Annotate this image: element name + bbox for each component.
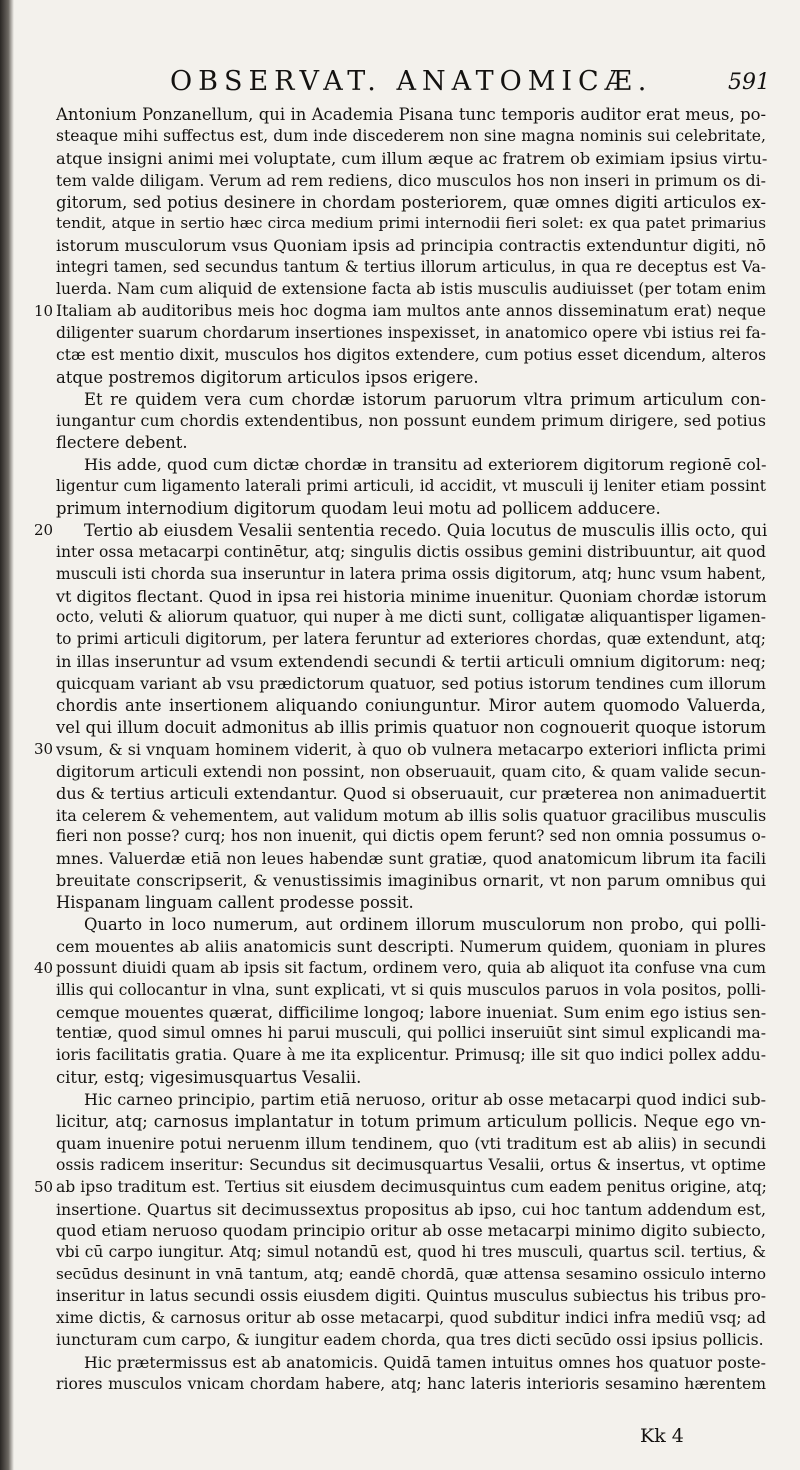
text-line <box>56 980 766 1002</box>
line-text: iuncturam cum carpo, & iungitur eadem chorda, qua tres dicti secūdo ossi ipsius pollicis. <box>56 1330 764 1349</box>
line-text: vt digitos flectant. Quod in ipsa rei historia minime inuenitur. Quoniam chordæ istorum <box>56 586 767 606</box>
text-line <box>56 717 766 739</box>
text-line <box>56 695 766 717</box>
text-line <box>56 235 766 257</box>
text-line <box>56 586 766 608</box>
text-line <box>56 279 766 301</box>
line-text: cemque mouentes quærat, difficilime longoq; labore inueniat. Sum enim ego istius sen- <box>56 1002 767 1022</box>
line-number: 30 <box>34 739 54 758</box>
text-line <box>56 498 766 520</box>
text-line <box>56 389 766 411</box>
text-line <box>56 1089 766 1111</box>
running-header <box>170 66 770 102</box>
line-text: diligenter suarum chordarum insertiones inspexisset, in anatomico opere vbi istius rei fa- <box>56 323 766 342</box>
line-text: Italiam ab auditoribus meis hoc dogma iam multos ante annos disseminatum erat) neque <box>56 302 766 321</box>
line-text: atque postremos digitorum articulos ipsos erigere. <box>56 367 479 387</box>
text-line <box>56 323 766 345</box>
line-text: tentiæ, quod simul omnes hi parui musculi, qui pollici inseruiūt sint simul explicandi ma- <box>56 1024 766 1043</box>
text-line <box>56 192 766 214</box>
text-line <box>56 1155 766 1177</box>
text-line <box>56 1199 766 1221</box>
line-text: xime dictis, & carnosus oritur ab osse metacarpi, quod subditur indici infra mediū vsq; ad <box>56 1308 766 1327</box>
page-number: 591 <box>728 70 770 95</box>
text-line <box>56 1264 766 1286</box>
line-text: His adde, quod cum dictæ chordæ in transitu ad exteriorem digitorum regionē col- <box>84 455 767 475</box>
line-text: chordis ante insertionem aliquando coniunguntur. Miror autem quomodo Valuerda, <box>56 696 766 716</box>
text-line <box>56 1045 766 1067</box>
line-text: illis qui collocantur in vlna, sunt explicati, vt si quis musculos paruos in vola positos, polli- <box>56 980 766 999</box>
signature-mark: Kk 4 <box>640 1425 684 1447</box>
text-line <box>34 520 768 542</box>
line-text: quam inuenire potui neruenm illum tendinem, quo (vti traditum est ab aliis) in secundi <box>56 1133 766 1153</box>
line-text: Hic prætermissus est ab anatomicis. Quidā tamen intuitus omnes hos quatuor poste- <box>84 1352 766 1372</box>
text-line <box>56 345 766 367</box>
line-text: licitur, atq; carnosus implantatur in totum primum articulum pollicis. Neque ego vn- <box>56 1111 766 1131</box>
line-text: luerda. Nam cum aliquid de extensione facta ab istis musculis audiuisset (per totam enim <box>56 280 766 299</box>
line-number: 50 <box>34 1177 54 1196</box>
text-line <box>56 367 766 389</box>
line-text: inseritur in latus secundi ossis eiusdem digiti. Quintus musculus subiectus his tribus pro- <box>56 1287 766 1306</box>
text-line <box>56 783 766 805</box>
text-line <box>56 432 766 454</box>
text-line <box>56 148 766 170</box>
text-line <box>56 1111 766 1133</box>
line-text: vsum, & si vnquam hominem viderit, à quo ob vulnera metacarpo exteriori inflicta primi <box>56 739 766 759</box>
page-gutter-shadow <box>0 0 14 1470</box>
text-line <box>56 826 766 848</box>
line-text: mnes. Valuerdæ etiā non leues habendæ sunt gratiæ, quod anatomicum librum ita facili <box>56 849 766 869</box>
line-text: istorum musculorum vsus Quoniam ipsis ad principia contractis extenduntur digiti, nō <box>56 236 766 256</box>
line-text: breuitate conscripserit, & venustissimis imaginibus ornarit, vt non parum omnibus qui <box>56 871 766 891</box>
line-text: citur, estq; vigesimusquartus Vesalii. <box>56 1068 362 1088</box>
text-line <box>56 410 766 432</box>
running-title: OBSERVAT. ANATOMICÆ. <box>170 66 653 97</box>
text-line <box>56 170 766 192</box>
text-line <box>56 651 766 673</box>
text-line <box>56 564 766 586</box>
text-line <box>34 1177 767 1199</box>
line-text: Et re quidem vera cum chordæ istorum paruorum vltra primum articulum con- <box>84 389 766 409</box>
line-text: ctæ est mentio dixit, musculos hos digitos extendere, cum potius esset dicendum, alteros <box>56 345 766 364</box>
line-number: 40 <box>34 958 54 977</box>
text-line <box>56 673 766 695</box>
line-text: fieri non posse? curq; hos non inuenit, qui dictis opem ferunt? sed non omnia possumus o- <box>56 827 766 846</box>
line-text: flectere debent. <box>56 433 188 453</box>
line-text: tem valde diligam. Verum ad rem rediens, dico musculos hos non inseri in primum os di- <box>56 170 766 190</box>
line-text: ita celerem & vehementem, aut validum motum ab illis solis quatuor gracilibus musculis <box>56 805 767 825</box>
line-text: riores musculos vnicam chordam habere, atq; hanc lateris interioris sesamino hærentem <box>56 1374 766 1393</box>
text-line <box>56 257 766 279</box>
text-line <box>56 1352 766 1374</box>
line-text: in illas inseruntur ad vsum extendendi secundi & tertii articuli omnium digitorum: neq; <box>56 652 766 672</box>
text-line <box>56 870 766 892</box>
line-text: ligentur cum ligamento laterali primi articuli, id accidit, vt musculi ij leniter etiam possint <box>56 477 766 496</box>
text-line <box>56 936 766 958</box>
text-line <box>56 1002 766 1024</box>
line-text: vbi cū carpo iungitur. Atq; simul notandū est, quod hi tres musculi, quartus scil. tertius, & <box>56 1243 766 1262</box>
text-line <box>56 892 766 914</box>
line-text: iungantur cum chordis extendentibus, non possunt eundem primum dirigere, sed potius <box>56 411 766 431</box>
text-line <box>56 1220 766 1242</box>
text-line <box>56 1330 766 1352</box>
line-text: ab ipso traditum est. Tertius sit eiusdem decimusquintus cum eadem penitus origine, atq; <box>56 1177 767 1196</box>
line-text: quicquam variant ab vsu prædictorum quatuor, sed potius istorum tendines cum illorum <box>56 674 766 694</box>
text-line <box>34 958 766 980</box>
text-line <box>56 542 766 564</box>
text-line <box>56 1242 766 1264</box>
text-line <box>56 805 766 827</box>
line-text: musculi isti chorda sua inseruntur in latera prima ossis digitorum, atq; hunc vsum habent, <box>56 564 766 583</box>
body-text <box>34 104 768 1396</box>
text-line <box>56 848 766 870</box>
text-line <box>34 739 766 761</box>
text-line <box>56 476 766 498</box>
text-line <box>56 1308 766 1330</box>
text-line <box>56 1374 766 1396</box>
line-text: vel qui illum docuit admonitus ab illis primis quatuor non cognouerit quoque istorum <box>56 717 766 737</box>
line-text: dus & tertius articuli extendantur. Quod si obseruauit, cur præterea non animaduertit <box>56 783 766 803</box>
line-text: tendit, atque in sertio hæc circa medium primi internodii fieri solet: ex qua patet primarius <box>56 214 766 233</box>
line-text: quod etiam neruoso quodam principio oritur ab osse metacarpi minimo digito subiecto, <box>56 1221 766 1241</box>
text-line <box>56 126 766 148</box>
line-text: digitorum articuli extendi non possint, non obseruauit, quam cito, & quam valide secun- <box>56 761 766 781</box>
line-number: 20 <box>34 520 54 539</box>
line-number: 10 <box>34 302 54 321</box>
line-text: inter ossa metacarpi continētur, atq; singulis dictis ossibus gemini distribuuntur, ait quod <box>56 542 766 561</box>
text-line <box>56 1286 766 1308</box>
line-text: ioris facilitatis gratia. Quare à me ita explicentur. Primusq; ille sit quo indici pollex addu- <box>56 1046 766 1065</box>
line-text: Tertio ab eiusdem Vesalii sententia recedo. Quia locutus de musculis illis octo, qui <box>84 520 768 540</box>
text-line <box>56 1067 766 1089</box>
text-line <box>56 104 766 126</box>
text-line <box>34 301 766 323</box>
line-text: atque insigni animi mei voluptate, cum illum æque ac fratrem ob eximiam ipsius virtu- <box>56 148 768 168</box>
text-line <box>56 607 766 629</box>
line-text: primum internodium digitorum quodam leui motu ad pollicem adducere. <box>56 499 661 519</box>
line-text: secūdus desinunt in vnā tantum, atq; eandē chordā, quæ attensa sesamino ossiculo interno <box>56 1265 766 1284</box>
line-text: steaque mihi suffectus est, dum inde discederem non sine magna nominis sui celebritate, <box>56 126 766 145</box>
text-line <box>56 761 766 783</box>
text-line <box>56 914 766 936</box>
line-text: Hic carneo principio, partim etiā neruoso, oritur ab osse metacarpi quod indici sub- <box>84 1090 766 1110</box>
line-text: insertione. Quartus sit decimussextus propositus ab ipso, cui hoc tantum addendum est, <box>56 1199 766 1219</box>
line-text: octo, veluti & aliorum quatuor, qui nuper à me dicti sunt, colligatæ aliquantisper ligamen- <box>56 608 766 627</box>
line-text: ossis radicem inseritur: Secundus sit decimusquartus Vesalii, ortus & insertus, vt optime <box>56 1155 766 1174</box>
text-line <box>56 213 766 235</box>
line-text: integri tamen, sed secundus tantum & tertius illorum articulus, in qua re deceptus est Va- <box>56 258 766 277</box>
text-line <box>56 1023 766 1045</box>
line-text: Quarto in loco numerum, aut ordinem illorum musculorum non probo, qui polli- <box>84 914 766 934</box>
line-text: to primi articuli digitorum, per latera feruntur ad exteriores chordas, quæ extendunt, atq; <box>56 630 766 649</box>
line-text: gitorum, sed potius desinere in chordam posteriorem, quæ omnes digiti articulos ex- <box>56 192 766 212</box>
text-line <box>56 454 766 476</box>
text-line <box>56 1133 766 1155</box>
text-line <box>56 629 766 651</box>
line-text: Antonium Ponzanellum, qui in Academia Pisana tunc temporis auditor erat meus, po- <box>56 105 766 124</box>
line-text: possunt diuidi quam ab ipsis sit factum, ordinem vero, quia ab aliquot ita confuse vna cum <box>56 958 766 977</box>
line-text: Hispanam linguam callent prodesse possit. <box>56 893 414 913</box>
line-text: cem mouentes ab aliis anatomicis sunt descripti. Numerum quidem, quoniam in plures <box>56 936 766 956</box>
